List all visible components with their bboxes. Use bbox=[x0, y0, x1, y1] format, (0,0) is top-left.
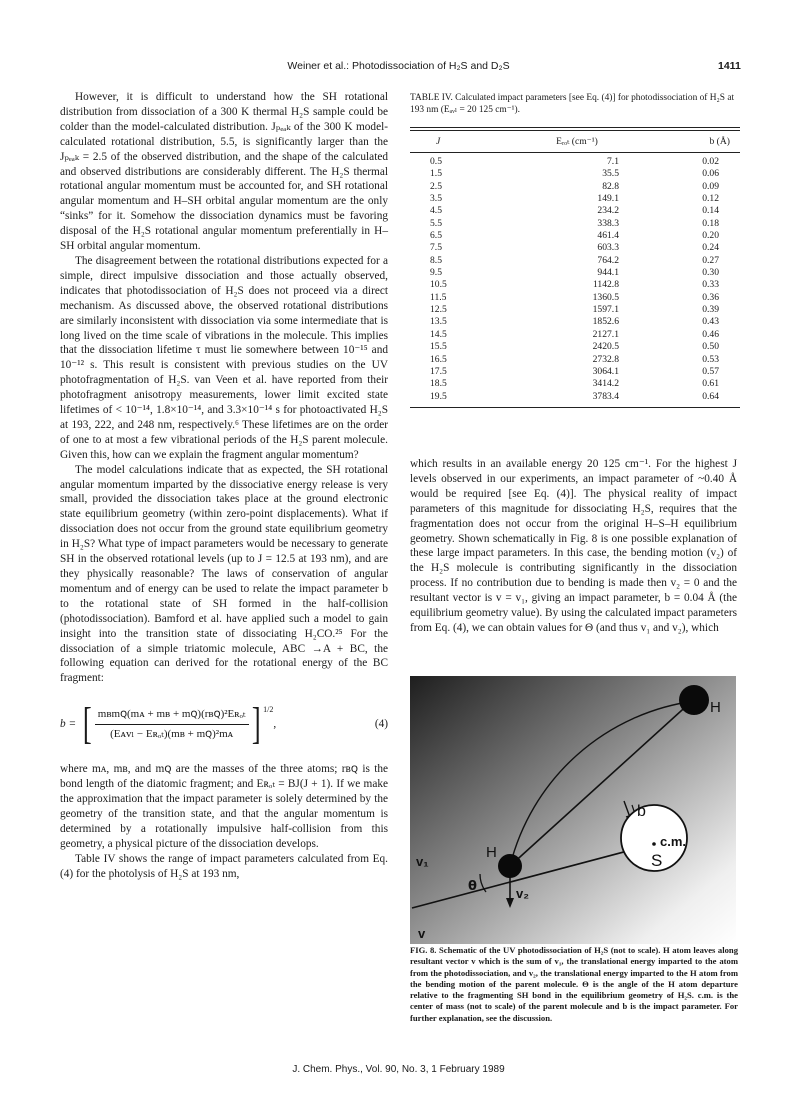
right-column bbox=[410, 457, 737, 636]
label-h-center: H bbox=[486, 844, 497, 861]
table-cell: 0.53 bbox=[702, 353, 719, 365]
table-cell: 149.1 bbox=[597, 193, 619, 205]
table-caption: TABLE IV. Calculated impact parameters [see Eq. (4)] for photodissociation of H₂S at 193 nm (Eₐᵥₗ = 20 125 cm⁻¹). bbox=[410, 93, 735, 116]
table-row bbox=[410, 316, 740, 328]
figure-8-schematic bbox=[410, 676, 736, 944]
figure-gradient-background bbox=[410, 676, 736, 944]
table-cell: 0.27 bbox=[702, 254, 719, 266]
table-row bbox=[410, 267, 740, 279]
table-cell: 0.33 bbox=[702, 279, 719, 291]
table-cell: 2420.5 bbox=[592, 341, 619, 353]
table-cell: 1142.8 bbox=[592, 279, 619, 291]
table-cell: 0.06 bbox=[702, 168, 719, 180]
table-cell: 82.8 bbox=[602, 180, 619, 192]
table-iv bbox=[410, 127, 740, 408]
table-cell: 1360.5 bbox=[592, 291, 619, 303]
table-cell: 19.5 bbox=[430, 390, 447, 402]
left-column bbox=[60, 90, 388, 882]
table-cell: 603.3 bbox=[597, 242, 619, 254]
table-body bbox=[410, 153, 740, 403]
table-cell: 2.5 bbox=[430, 180, 442, 192]
table-cell: 0.18 bbox=[702, 217, 719, 229]
page-footer: J. Chem. Phys., Vol. 90, No. 3, 1 February 1989 bbox=[292, 1064, 505, 1075]
equation-fraction bbox=[95, 707, 249, 742]
label-cm: c.m. bbox=[660, 834, 687, 849]
table-cell: 0.64 bbox=[702, 390, 719, 402]
label-b: b bbox=[637, 803, 646, 820]
paragraph: Table IV shows the range of impact parameters calculated from Eq. (4) for the photolysis of H₂S at 193 nm, bbox=[60, 852, 388, 880]
table-cell: 1597.1 bbox=[592, 304, 619, 316]
table-cell: 7.5 bbox=[430, 242, 442, 254]
table-row bbox=[410, 156, 740, 168]
table-row bbox=[410, 354, 740, 366]
table-cell: 14.5 bbox=[430, 328, 447, 340]
table-cell: 2127.1 bbox=[592, 328, 619, 340]
figure-caption: FIG. 8. Schematic of the UV photodissociation of H₂S (not to scale). H atom leaves along resultant vector v which is the sum of v₁, the translational energy imparted to the atom from the photodissociation, and v₂, the translational energy imparted to the H atom from the bending motion of the parent molecule. Θ is the angle of the H atom departure relative to the fragmenting SH bond in the equilibrium geometry of H₂S. c.m. is the center of mass (not to scale) of the parent molecule and b is the impact parameter. For further explanation, see the discussion. bbox=[410, 945, 738, 1023]
table-row bbox=[410, 304, 740, 316]
table-cell: 8.5 bbox=[430, 254, 442, 266]
table-cell: 0.12 bbox=[702, 193, 719, 205]
paragraph: which results in an available energy 20 125 cm⁻¹. For the highest J levels observed in our experiments, an impact parameter of ~0.40 Å would be required [see Eq. (4)]. The physical reality of impact parameters of this magnitude for dissociating H₂S, requires that the fragmentation does not occur from the original H–S–H equilibrium geometry. Shown schematically in Fig. 8 is one possible explanation of these large impact parameters. In this case, the bending motion (v₂) of the H₂S molecule is contributing significantly in the dissociation process. If no contribution due to bending is made then v₂ = 0 and the resultant vector is v = v₁, giving an impact parameter, b = 0.04 Å (the equilibrium geometry value). By using the calculated impact parameters from Eq. (4), we can obtain values for Θ (and thus v₁ and v₂), which bbox=[410, 458, 737, 634]
table-header-cell: J bbox=[436, 136, 441, 147]
table-row bbox=[410, 279, 740, 291]
equation-comma: , bbox=[273, 717, 277, 730]
table-row bbox=[410, 168, 740, 180]
table-cell: 1852.6 bbox=[592, 316, 619, 328]
table-cell: 0.24 bbox=[702, 242, 719, 254]
table-cell: 338.3 bbox=[597, 217, 619, 229]
table-cell: 0.5 bbox=[430, 156, 442, 167]
label-v2: v₂ bbox=[516, 886, 530, 901]
table-cell: 0.02 bbox=[702, 156, 719, 167]
table-cell: 11.5 bbox=[430, 291, 447, 303]
table-cell: 35.5 bbox=[602, 168, 619, 180]
equation-number: (4) bbox=[374, 717, 388, 730]
table-cell: 7.1 bbox=[607, 156, 619, 167]
table-row bbox=[410, 205, 740, 217]
table-cell: 944.1 bbox=[597, 267, 619, 279]
table-cell: 5.5 bbox=[430, 217, 442, 229]
hydrogen-atom-center bbox=[498, 854, 522, 878]
equation-numerator: mʙmꞯ(mᴀ + mʙ + mꞯ)(rʙꞯ)²Eʀₒₜ bbox=[95, 707, 249, 725]
table-row bbox=[410, 193, 740, 205]
table-row bbox=[410, 329, 740, 341]
table-row bbox=[410, 218, 740, 230]
table-cell: 0.50 bbox=[702, 341, 719, 353]
hydrogen-atom-top bbox=[679, 685, 709, 715]
table-cell: 764.2 bbox=[597, 254, 619, 266]
label-s: S bbox=[651, 851, 663, 870]
paragraph: However, it is difficult to understand how the SH rotational distribution from dissociation of a 300 K thermal H₂S sample could be colder than the model-calculated distribution. Jₚₑₐₖ of the 300 K model-calculated rotational distribution, 5.5, is significantly larger than the Jₚₑₐₖ = 2.5 of the observed distribution, and the shape of the calculated and observed distributions are considerably different. The H₂S thermal rotational angular momentum must be accounted for, and SH rotational angular momentum and H–SH orbital angular momentum are the only “sinks” for it. Somehow the dissociation dynamics must be favoring disposal of the H₂S rotational angular momentum preferentially in H–SH orbital angular momentum. bbox=[60, 91, 388, 253]
table-row bbox=[410, 292, 740, 304]
paragraph: The disagreement between the rotational distributions expected for a simple, direct impulsive dissociation and those actually observed, indicates that photodissociation of H₂S does not proceed via a direct mechanism. As discussed above, the observed rotational distributions are similarly inconsistent with dissociation via some intermediate that is long lived on the time scale of vibrations in the molecule. This implies that the dissociation lifetime τ must lie somewhere between 10⁻¹⁵ and 10⁻¹² s. This result is consistent with previous studies on the UV photofragmentation of H₂S. van Veen et al. have reported from their photofragment anisotropy measurements, lower limit excited state lifetimes of < 10⁻¹⁴, 1.8×10⁻¹⁴, and 3.3×10⁻¹⁴ s for photoactivated H₂S at 193, 222, and 248 nm, respectively.⁶ These lifetimes are on the order of one to at most a few vibrational periods of the H₂S parent molecule. Given this, how can we explain the fragment angular momentum? bbox=[60, 254, 388, 461]
label-v1: v₁ bbox=[416, 854, 429, 869]
equation-4 bbox=[60, 695, 388, 753]
center-of-mass bbox=[652, 842, 656, 846]
bracket-open: [ bbox=[83, 699, 92, 749]
label-h-top: H bbox=[710, 699, 721, 716]
table-cell: 3414.2 bbox=[592, 378, 619, 390]
table-cell: 1.5 bbox=[430, 168, 442, 180]
table-cell: 9.5 bbox=[430, 267, 442, 279]
table-row bbox=[410, 378, 740, 390]
label-theta: θ bbox=[468, 879, 477, 894]
table-row bbox=[410, 341, 740, 353]
table-cell: 0.57 bbox=[702, 365, 719, 377]
table-row bbox=[410, 391, 740, 403]
table-cell: 0.30 bbox=[702, 267, 719, 279]
table-cell: 15.5 bbox=[430, 341, 447, 353]
table-cell: 0.61 bbox=[702, 378, 719, 390]
bracket-close: ] bbox=[251, 699, 261, 749]
table-cell: 18.5 bbox=[430, 378, 447, 390]
table-cell: 3783.4 bbox=[592, 390, 619, 402]
table-cell: 17.5 bbox=[430, 365, 447, 377]
table-cell: 12.5 bbox=[430, 304, 447, 316]
table-cell: 10.5 bbox=[430, 279, 447, 291]
paragraph: The model calculations indicate that as expected, the SH rotational angular momentum imparted by the dissociative energy release is very small, provided the dissociation takes place at the ground electronic state equilibrium geometry (within zero-point displacements). What if dissociation does not occur from the ground state equilibrium geometry in H₂S? What type of impact parameters would be necessary to generate SH in the observed rotational levels (up to J = 12.5 at 193 nm), and are they physically reasonable? The laws of conservation of angular momentum and of energy can be used to relate the impact parameter b to the rotational state of SH formed in the half-collision (photodissociation). Bamford et al. have applied such a model to gain insight into the transition state of dissociating H₂CO.²⁵ For the dissociation of a simple triatomic molecule, ABC →A + BC, the following equation can derived for the rotational energy of the BC fragment: bbox=[60, 463, 388, 685]
table-cell: 3064.1 bbox=[592, 365, 619, 377]
page-number: 1411 bbox=[718, 60, 741, 72]
equation-denominator: (Eᴀᴠₗ − Eʀₒₜ)(mʙ + mꞯ)²mᴀ bbox=[110, 727, 234, 740]
table-row bbox=[410, 366, 740, 378]
label-v: v bbox=[418, 926, 426, 941]
table-row bbox=[410, 230, 740, 242]
table-cell: 0.36 bbox=[702, 291, 719, 303]
table-cell: 13.5 bbox=[430, 316, 447, 328]
table-cell: 0.20 bbox=[702, 230, 719, 242]
table-bottom-rule bbox=[410, 407, 740, 408]
equation-lhs: b = bbox=[60, 717, 77, 730]
table-cell: 16.5 bbox=[430, 353, 447, 365]
table-cell: 0.09 bbox=[702, 180, 719, 192]
table-header-cell: b (Å) bbox=[709, 136, 730, 147]
table-cell: 6.5 bbox=[430, 230, 442, 242]
table-row bbox=[410, 255, 740, 267]
table-cell: 234.2 bbox=[597, 205, 619, 217]
running-title: Weiner et al.: Photodissociation of H₂S and D₂S bbox=[287, 60, 510, 72]
table-cell: 2732.8 bbox=[592, 353, 619, 365]
table-header-row bbox=[410, 131, 740, 153]
table-cell: 0.46 bbox=[702, 328, 719, 340]
table-cell: 0.14 bbox=[702, 205, 719, 217]
table-cell: 4.5 bbox=[430, 205, 442, 217]
table-cell: 3.5 bbox=[430, 193, 442, 205]
equation-power: 1/2 bbox=[263, 705, 274, 715]
table-cell: 0.39 bbox=[702, 304, 719, 316]
table-cell: 461.4 bbox=[597, 230, 619, 242]
table-row bbox=[410, 181, 740, 193]
table-cell: 0.43 bbox=[702, 316, 719, 328]
paragraph: where mᴀ, mʙ, and mꞯ are the masses of the three atoms; rʙꞯ is the bond length of the diatomic fragment; and Eʀₒₜ = BJ(J + 1). If we make the approximation that the impact parameter is solely determined by the geometry of the transition state, and that the angular momentum is determined by a rotationally impulsive half-collision from this geometry, a physical picture of the dissociation develops. bbox=[60, 763, 388, 850]
table-row bbox=[410, 242, 740, 254]
table-header-cell: Eᵣₒₜ (cm⁻¹) bbox=[556, 136, 598, 147]
